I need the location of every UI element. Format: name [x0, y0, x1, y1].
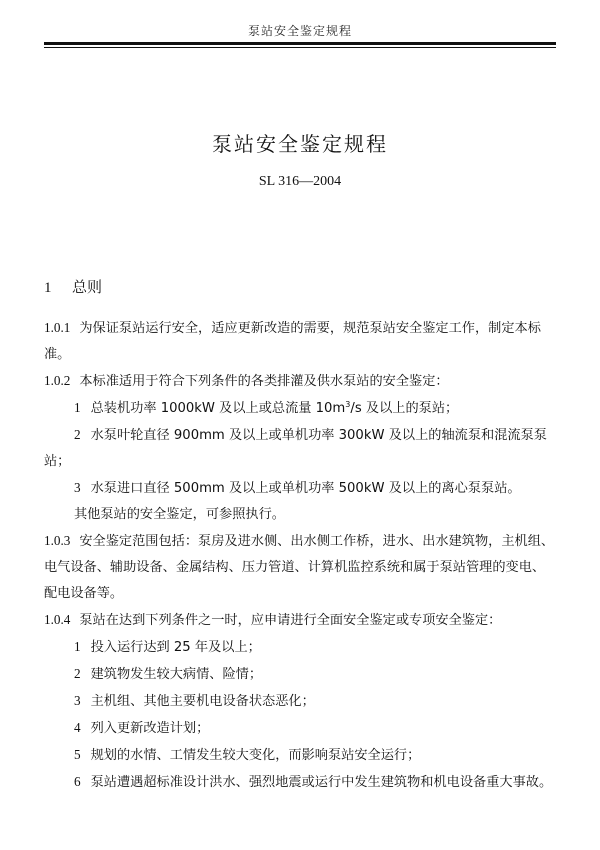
clause-number: 1.0.3 — [44, 533, 71, 548]
header-rule-thick — [44, 42, 556, 45]
clause-text: 为保证泵站运行安全，适应更新改造的需要，规范泵站安全鉴定工作，制定本标准。 — [44, 321, 541, 362]
item-text-after: /s 及以上的泵站； — [350, 401, 459, 416]
list-item — [44, 475, 556, 502]
item-number: 3 — [74, 480, 81, 495]
clause-1-0-3 — [44, 528, 556, 607]
clause-number: 1.0.2 — [44, 373, 71, 388]
item-text: 列入更新改造计划； — [90, 721, 210, 736]
list-item — [44, 742, 556, 769]
item-number: 1 — [74, 400, 81, 415]
item-text: 投入运行达到 25 年及以上； — [90, 640, 261, 655]
item-number: 2 — [74, 427, 81, 442]
item-text: 建筑物发生较大病情、险情； — [90, 667, 263, 682]
document-body — [44, 315, 556, 796]
list-item — [44, 634, 556, 661]
list-item — [44, 715, 556, 742]
header-rule-thin — [44, 47, 556, 48]
clause-text: 安全鉴定范围包括：泵房及进水侧、出水侧工作桥，进水、出水建筑物，主机组、电气设备、辅助设备、金属结构、压力管道、计算机监控系统和属于泵站管理的变电、配电设备等。 — [44, 534, 555, 601]
clause-note: 其他泵站的安全鉴定，可参照执行。 — [74, 507, 285, 522]
item-number: 6 — [74, 774, 81, 789]
clause-1-0-2 — [44, 368, 556, 395]
item-text: 水泵叶轮直径 900mm 及以上或单机功率 300kW 及以上的轴流泵和混流泵泵站； — [44, 428, 547, 469]
list-item — [44, 422, 556, 475]
item-text: 水泵进口直径 500mm 及以上或单机功率 500kW 及以上的离心泵泵站。 — [90, 481, 521, 496]
list-item — [44, 769, 556, 796]
list-item — [44, 688, 556, 715]
document-title: 泵站安全鉴定规程 — [212, 132, 388, 156]
item-number: 2 — [74, 666, 81, 681]
running-header: 泵站安全鉴定规程 — [247, 24, 352, 38]
clause-1-0-1 — [44, 315, 556, 368]
clause-1-0-4 — [44, 607, 556, 634]
clause-text: 本标准适用于符合下列条件的各类排灌及供水泵站的安全鉴定： — [79, 374, 449, 389]
item-number: 1 — [74, 639, 81, 654]
clause-number: 1.0.1 — [44, 320, 71, 335]
clause-text: 泵站在达到下列条件之一时，应申请进行全面安全鉴定或专项安全鉴定： — [79, 613, 502, 628]
item-text: 规划的水情、工情发生较大变化，而影响泵站安全运行； — [90, 748, 421, 763]
clause-number: 1.0.4 — [44, 612, 71, 627]
item-text-before: 总装机功率 1000kW 及以上或总流量 10m — [90, 401, 346, 416]
list-item — [44, 395, 556, 422]
section-heading — [44, 276, 102, 297]
standard-code: SL 316—2004 — [258, 174, 342, 189]
item-text: 主机组、其他主要机电设备状态恶化； — [90, 694, 315, 709]
item-number: 4 — [74, 720, 81, 735]
item-superscript: 3 — [345, 400, 351, 409]
item-number: 5 — [74, 747, 81, 762]
list-item — [44, 661, 556, 688]
item-number: 3 — [74, 693, 81, 708]
section-title: 总则 — [72, 278, 103, 296]
section-number: 1 — [44, 280, 52, 296]
item-text: 泵站遭遇超标准设计洪水、强烈地震或运行中发生建筑物和机电设备重大事故。 — [90, 775, 553, 790]
